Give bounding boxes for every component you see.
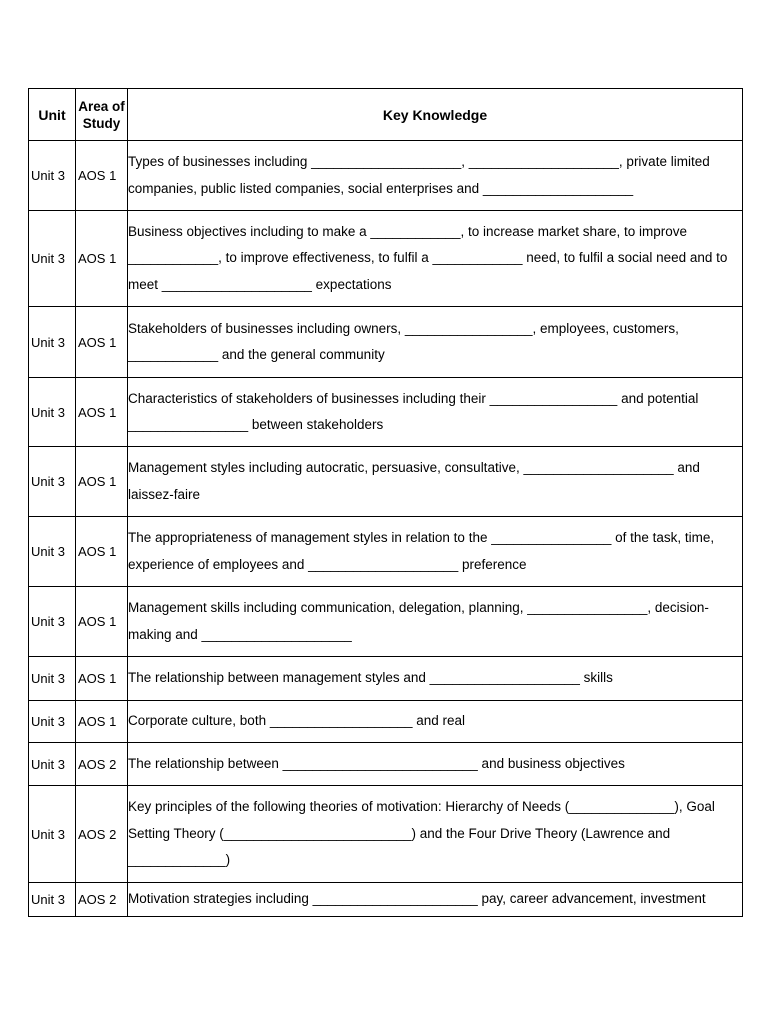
- header-area-of-study: Area of Study: [76, 89, 128, 141]
- row-unit: Unit 3: [29, 211, 76, 307]
- key-knowledge-table: [28, 88, 743, 917]
- table-row: [29, 701, 743, 743]
- row-key-knowledge: Stakeholders of businesses including owners, _________________, employees, customers, ____________ and the general community: [128, 307, 743, 378]
- table-row: [29, 743, 743, 786]
- row-key-knowledge: Characteristics of stakeholders of businesses including their _________________ and potential ________________ between stakeholders: [128, 378, 743, 447]
- row-aos: AOS 1: [76, 701, 128, 743]
- row-unit: Unit 3: [29, 447, 76, 517]
- header-row: [29, 89, 743, 141]
- row-aos: AOS 1: [76, 447, 128, 517]
- row-key-knowledge: Motivation strategies including ______________________ pay, career advancement, investment: [128, 883, 743, 917]
- row-unit: Unit 3: [29, 378, 76, 447]
- row-unit: Unit 3: [29, 657, 76, 701]
- table-row: [29, 211, 743, 307]
- row-aos: AOS 1: [76, 211, 128, 307]
- row-aos: AOS 1: [76, 657, 128, 701]
- row-unit: Unit 3: [29, 307, 76, 378]
- row-key-knowledge: Management skills including communication, delegation, planning, ________________, decision-making and ____________________: [128, 587, 743, 657]
- row-key-knowledge: Corporate culture, both ___________________ and real: [128, 701, 743, 743]
- row-key-knowledge: The relationship between __________________________ and business objectives: [128, 743, 743, 786]
- row-aos: AOS 1: [76, 587, 128, 657]
- row-aos: AOS 1: [76, 517, 128, 587]
- row-unit: Unit 3: [29, 141, 76, 211]
- row-unit: Unit 3: [29, 587, 76, 657]
- table-row: [29, 517, 743, 587]
- row-key-knowledge: Business objectives including to make a ____________, to increase market share, to improve ____________, to improve effectiveness, to fulfil a ____________ need, to fulfil a social need and to meet ____________________ expectations: [128, 211, 743, 307]
- header-key-knowledge: Key Knowledge: [128, 89, 743, 141]
- row-aos: AOS 2: [76, 786, 128, 883]
- row-aos: AOS 2: [76, 883, 128, 917]
- header-unit: Unit: [29, 89, 76, 141]
- row-unit: Unit 3: [29, 786, 76, 883]
- table-row: [29, 378, 743, 447]
- table-row: [29, 587, 743, 657]
- row-unit: Unit 3: [29, 701, 76, 743]
- row-unit: Unit 3: [29, 743, 76, 786]
- row-unit: Unit 3: [29, 517, 76, 587]
- table-row: [29, 883, 743, 917]
- row-key-knowledge: Management styles including autocratic, persuasive, consultative, ____________________ and laissez-faire: [128, 447, 743, 517]
- table-row: [29, 307, 743, 378]
- table-row: [29, 657, 743, 701]
- row-aos: AOS 1: [76, 141, 128, 211]
- row-unit: Unit 3: [29, 883, 76, 917]
- row-key-knowledge: Types of businesses including ____________________, ____________________, private limited companies, public listed companies, social enterprises and ____________________: [128, 141, 743, 211]
- table-row: [29, 141, 743, 211]
- table-row: [29, 786, 743, 883]
- row-key-knowledge: The appropriateness of management styles in relation to the ________________ of the task, time, experience of employees and ____________________ preference: [128, 517, 743, 587]
- row-key-knowledge: Key principles of the following theories of motivation: Hierarchy of Needs (______________), Goal Setting Theory (_________________________) and the Four Drive Theory (Lawrence and _____________): [128, 786, 743, 883]
- row-aos: AOS 2: [76, 743, 128, 786]
- table-row: [29, 447, 743, 517]
- row-aos: AOS 1: [76, 378, 128, 447]
- row-aos: AOS 1: [76, 307, 128, 378]
- row-key-knowledge: The relationship between management styles and ____________________ skills: [128, 657, 743, 701]
